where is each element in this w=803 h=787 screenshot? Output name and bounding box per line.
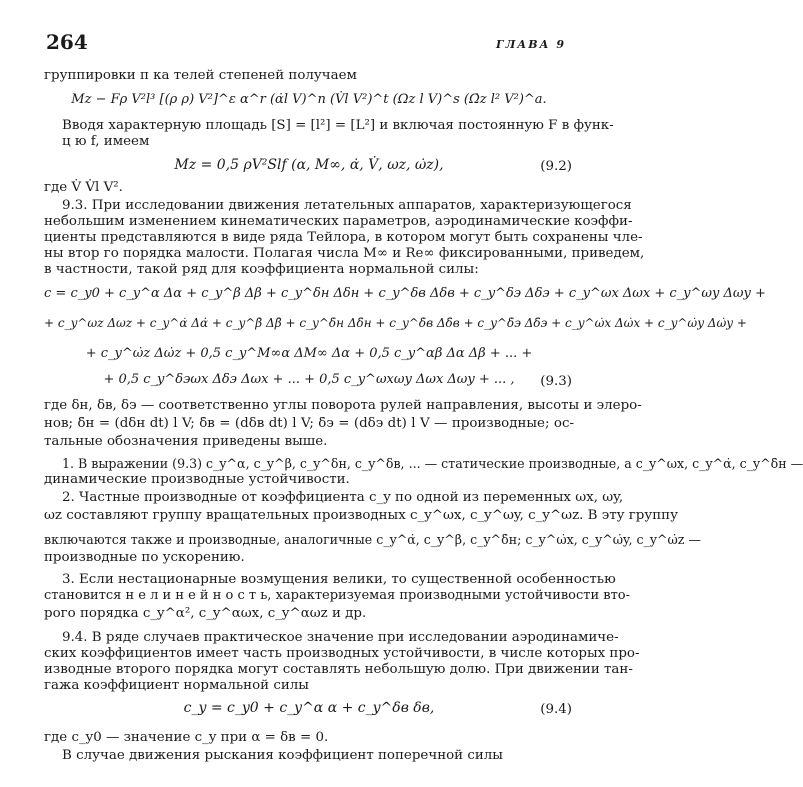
equation-9-3-row-2: + c_y^ωz Δωz + c_y^α̇ Δα̇ + c_y^β̇ Δβ̇ + c_y^δ̇н Δδ̇н + c_y^δ̇в Δδ̇в + c_y^δ̇э Δδ̇э + c_y^ω̇x Δω̇x + c_y^ω̇y Δω̇y +	[44, 316, 747, 330]
text-line: Вводя характерную площадь [S] = [l²] = [L²] и включая постоянную F в функ-	[62, 118, 614, 133]
equation-number: (9.4)	[540, 702, 572, 717]
paragraph-9-3-line: циенты представляются в виде ряда Тейлора, в котором могут быть сохранены чле-	[44, 230, 643, 245]
text-line: В случае движения рыскания коэффициент поперечной силы	[62, 748, 503, 763]
paragraph-9-4-line: ских коэффициентов имеет часть производных устойчивости, в числе которых про-	[44, 646, 640, 661]
paragraph-9-3-line: 9.3. При исследовании движения летательных аппаратов, характеризующегося	[62, 198, 632, 213]
equation-9-3-row-1: c = c_y0 + c_y^α Δα + c_y^β Δβ + c_y^δн Δδн + c_y^δв Δδв + c_y^δэ Δδэ + c_y^ωx Δωx + c_y^ωy Δωy +	[44, 286, 766, 301]
chapter-header: ГЛАВА 9	[495, 38, 566, 51]
equation-9-3-row-3: + c_y^ω̇z Δω̇z + 0,5 c_y^M∞α ΔM∞ Δα + 0,5 c_y^αβ Δα Δβ + ... +	[85, 346, 533, 361]
paragraph-9-3-line: ны втор го порядка малости. Полагая числа M∞ и Re∞ фиксированными, приведем,	[44, 246, 645, 261]
item-3-line: становится н е л и н е й н о с т ь, характеризуемая производными устойчивости вто-	[44, 588, 631, 603]
equation-9-4: c_y = c_y0 + c_y^α α + c_y^δв δв,	[183, 700, 435, 716]
equation-number: (9.3)	[540, 374, 572, 389]
paragraph-9-4-line: изводные второго порядка могут составлять небольшую долю. При движении тан-	[44, 662, 633, 677]
item-1-line: 1. В выражении (9.3) c_y^α, c_y^β, c_y^δн, c_y^δв, ... — статические производные, а c_y^ωx, c_y^α̇, c_y^δ̇н —	[62, 456, 803, 471]
paragraph-9-4-line: гажа коэффициент нормальной силы	[44, 678, 309, 693]
item-1-line: динамические производные устойчивости.	[44, 472, 350, 487]
item-2-line: ωz составляют группу вращательных производных c_y^ωx, c_y^ωy, c_y^ωz. В эту группу	[44, 508, 678, 523]
paragraph-9-4-line: 9.4. В ряде случаев практическое значение при исследовании аэродинамиче-	[62, 630, 619, 645]
text-line: нов; δ̇н = (dδн dt) l V; δ̇в = (dδв dt) l V; δ̇э = (dδэ dt) l V — производные; ос-	[44, 416, 574, 431]
item-3-line: 3. Если нестационарные возмущения велики, то существенной особенностью	[62, 572, 616, 587]
equation-number: (9.2)	[540, 159, 572, 174]
text-line: группировки п ка телей степеней получаем	[44, 68, 357, 83]
text-line: где V̇ V̇l V².	[44, 180, 123, 195]
text-line: тальные обозначения приведены выше.	[44, 434, 328, 449]
item-2-line: 2. Частные производные от коэффициента c_y по одной из переменных ωx, ωy,	[62, 490, 624, 505]
item-3-line: рого порядка c_y^α², c_y^αωx, c_y^αωz и др.	[44, 606, 367, 621]
text-line: где c_y0 — значение c_y при α = δв = 0.	[44, 730, 329, 745]
text-line: ц ю f, имеем	[62, 134, 150, 149]
paragraph-9-3-line: в частности, такой ряд для коэффициента нормальной силы:	[44, 262, 479, 277]
page-number: 264	[46, 30, 88, 54]
paragraph-9-3-line: небольшим изменением кинематических параметров, аэродинамические коэффи-	[44, 214, 633, 229]
equation-9-3-row-4: + 0,5 c_y^δэωx Δδэ Δωx + ... + 0,5 c_y^ωxωy Δωx Δωy + ... ,	[103, 372, 515, 387]
equation-9-2: Mz = 0,5 ρV²Slf (α, M∞, α̇, V̇, ωz, ω̇z),	[174, 157, 444, 173]
item-2-line: производные по ускорению.	[44, 550, 245, 565]
text-line: где δн, δв, δэ — соответственно углы поворота рулей направления, высоты и элеро-	[44, 398, 642, 413]
item-2-line: включаются также и производные, аналогичные c_y^α̇, c_y^β̇, c_y^δ̇н; c_y^ω̇x, c_y^ω̇y, c_y^ω̇z —	[44, 532, 701, 547]
equation-mz-dimensional: Mz − Fρ V²l³ [(ρ ρ) V²]^ε α^r (α̇l V)^n (V̇l V²)^t (Ωz l V)^s (Ω̇z l² V²)^a.	[71, 92, 547, 107]
